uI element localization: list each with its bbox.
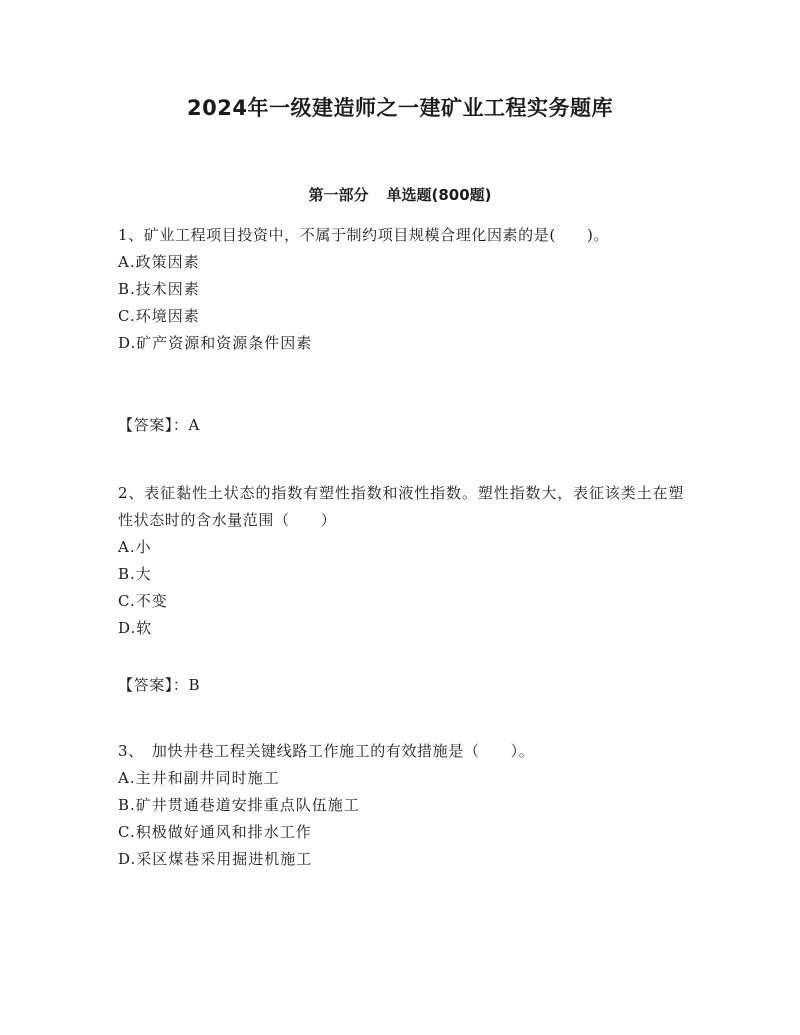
option-a: A.小 bbox=[118, 538, 152, 556]
answer-value: A bbox=[188, 416, 200, 434]
answer-label: 【答案】： bbox=[118, 676, 189, 694]
question-2 bbox=[118, 480, 684, 642]
option-b: B.矿井贯通巷道安排重点队伍施工 bbox=[118, 796, 360, 814]
option-a: A.主井和副井同时施工 bbox=[118, 769, 280, 787]
answer-label: 【答案】： bbox=[118, 416, 189, 434]
option-list bbox=[118, 534, 684, 642]
option-list bbox=[118, 765, 684, 873]
option-a: A.政策因素 bbox=[118, 253, 200, 271]
question-stem: 2、表征黏性土状态的指数有塑性指数和液性指数。塑性指数大，表征该类土在塑性状态时的含水量范围（ ） bbox=[118, 484, 684, 529]
section-part: 第一部分 bbox=[308, 186, 369, 204]
answer-1 bbox=[118, 412, 200, 439]
question-1 bbox=[118, 222, 684, 357]
document-title: 2024年一级建造师之一建矿业工程实务题库 bbox=[187, 96, 613, 120]
option-d: D.矿产资源和资源条件因素 bbox=[118, 334, 313, 352]
section-heading bbox=[0, 184, 800, 205]
option-b: B.技术因素 bbox=[118, 280, 200, 298]
question-3 bbox=[118, 738, 684, 873]
option-list bbox=[118, 249, 684, 357]
option-c: C.环境因素 bbox=[118, 307, 200, 325]
option-b: B.大 bbox=[118, 565, 152, 583]
question-stem: 3、 加快井巷工程关键线路工作施工的有效措施是（ ）。 bbox=[118, 742, 535, 760]
answer-value: B bbox=[188, 676, 201, 694]
section-name: 单选题(800题) bbox=[386, 186, 492, 204]
option-d: D.采区煤巷采用掘进机施工 bbox=[118, 850, 313, 868]
answer-2 bbox=[118, 672, 200, 699]
option-c: C.不变 bbox=[118, 592, 168, 610]
option-c: C.积极做好通风和排水工作 bbox=[118, 823, 312, 841]
option-d: D.软 bbox=[118, 619, 153, 637]
question-stem: 1、矿业工程项目投资中，不属于制约项目规模合理化因素的是( )。 bbox=[118, 226, 610, 244]
